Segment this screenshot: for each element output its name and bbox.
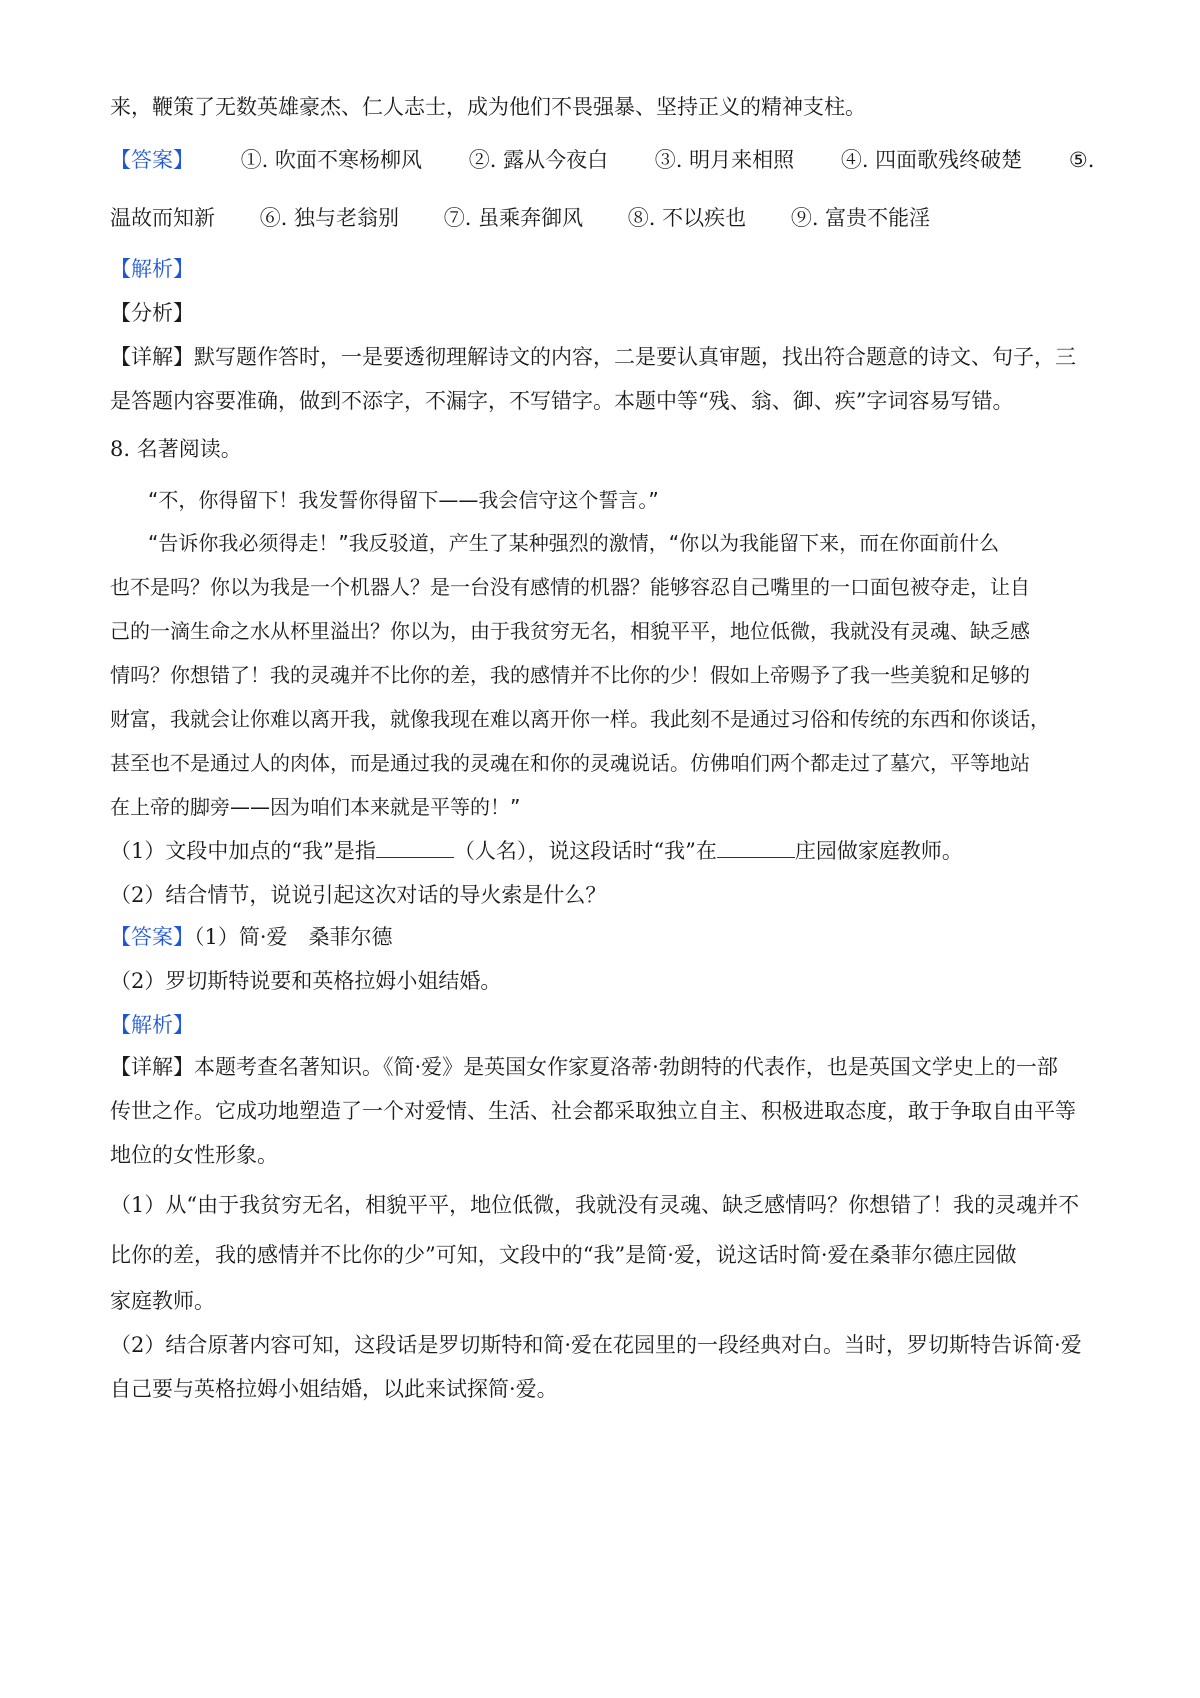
sub-question-text: （1）文段中加点的“我”是指 [110, 839, 376, 863]
answer-tag: 【答案】 [110, 925, 194, 949]
passage-line: 在上帝的脚旁——因为咱们本来就是平等的！” [110, 795, 521, 819]
answer-item: ⑥. 独与老翁别 [259, 206, 400, 230]
answer-blank [376, 837, 454, 858]
q8-answer-row [110, 922, 1100, 952]
passage-line: 财富，我就会让你难以离开我，就像我现在难以离开你一样。我此刻不是通过习俗和传统的东西和你谈话， [110, 707, 1050, 731]
detail-line: 【详解】默写题作答时，一是要透彻理解诗文的内容，二是要认真审题，找出符合题意的诗文、句子，三 [110, 345, 1076, 369]
question-title: 8. 名著阅读。 [110, 437, 242, 461]
sub-question-2: （2）结合情节，说说引起这次对话的导火索是什么？ [110, 883, 607, 907]
q7-answer-row-2 [110, 203, 1100, 233]
answer-item: ⑤. [1068, 148, 1095, 172]
passage-line: 甚至也不是通过人的肉体，而是通过我的灵魂在和你的灵魂说话。仿佛咱们两个都走过了墓穴，平等地站 [110, 751, 1030, 775]
sub-question-text: （人名），说这段话时“我”在 [453, 839, 717, 863]
analysis-tag: 【解析】 [110, 1013, 194, 1037]
answer-tag: 【答案】 [110, 148, 194, 172]
answer-item: ⑧. 不以疾也 [627, 206, 747, 230]
passage-line: “告诉你我必须得走！”我反驳道，产生了某种强烈的激情，“你以为我能留下来，而在你面前什么 [148, 531, 1000, 555]
answer-item: ①. 吹面不寒杨柳风 [240, 148, 423, 172]
explain-line: （1）从“由于我贫穷无名，相貌平平，地位低微，我就没有灵魂、缺乏感情吗？你想错了！我的灵魂并不 [110, 1193, 1080, 1217]
explain-line: 家庭教师。 [110, 1289, 215, 1313]
answer-text: （2）罗切斯特说要和英格拉姆小姐结婚。 [110, 969, 502, 993]
passage-line: 情吗？你想错了！我的灵魂并不比你的差，我的感情并不比你的少！假如上帝赐予了我一些美貌和足够的 [110, 663, 1030, 687]
answer-text: （1）简·爱 桑菲尔德 [194, 925, 393, 949]
answer-item: ③. 明月来相照 [654, 148, 795, 172]
analysis-tag: 【解析】 [110, 257, 194, 281]
q7-answer-row-1 [110, 145, 1100, 175]
explain-line: 比你的差，我的感情并不比你的少”可知，文段中的“我”是简·爱，说这话时简·爱在桑菲尔德庄园做 [110, 1243, 1017, 1267]
text-line: 来，鞭策了无数英雄豪杰、仁人志士，成为他们不畏强暴、坚持正义的精神支柱。 [110, 95, 866, 119]
detail-line: 【详解】本题考查名著知识。《简·爱》是英国女作家夏洛蒂·勃朗特的代表作，也是英国文学史上的一部 [110, 1055, 1058, 1079]
fenxi-tag: 【分析】 [110, 301, 194, 325]
passage-line: 己的一滴生命之水从杯里溢出？你以为，由于我贫穷无名，相貌平平，地位低微，我就没有灵魂、缺乏感 [110, 619, 1030, 643]
explain-line: （2）结合原著内容可知，这段话是罗切斯特和简·爱在花园里的一段经典对白。当时，罗切斯特告诉简·爱 [110, 1333, 1082, 1357]
answer-item: 温故而知新 [110, 206, 215, 230]
passage-line: 也不是吗？你以为我是一个机器人？是一台没有感情的机器？能够容忍自己嘴里的一口面包被夺走，让自 [110, 575, 1030, 599]
answer-item: ⑨. 富贵不能淫 [790, 206, 931, 230]
sub-question-1 [110, 836, 1100, 866]
sub-question-text: 庄园做家庭教师。 [794, 839, 963, 863]
answer-item: ⑦. 虽乘奔御风 [443, 206, 584, 230]
passage-line: “不，你得留下！我发誓你得留下——我会信守这个誓言。” [148, 488, 659, 512]
detail-line: 是答题内容要准确，做到不添字，不漏字，不写错字。本题中等“残、翁、御、疾”字词容易写错。 [110, 389, 1014, 413]
explain-line: 自己要与英格拉姆小姐结婚，以此来试探简·爱。 [110, 1377, 558, 1401]
answer-item: ④. 四面歌残终破楚 [840, 148, 1023, 172]
detail-line: 地位的女性形象。 [110, 1143, 278, 1167]
answer-item: ②. 露从今夜白 [468, 148, 609, 172]
answer-blank [717, 837, 795, 858]
detail-line: 传世之作。它成功地塑造了一个对爱情、生活、社会都采取独立自主、积极进取态度，敢于争取自由平等 [110, 1099, 1076, 1123]
